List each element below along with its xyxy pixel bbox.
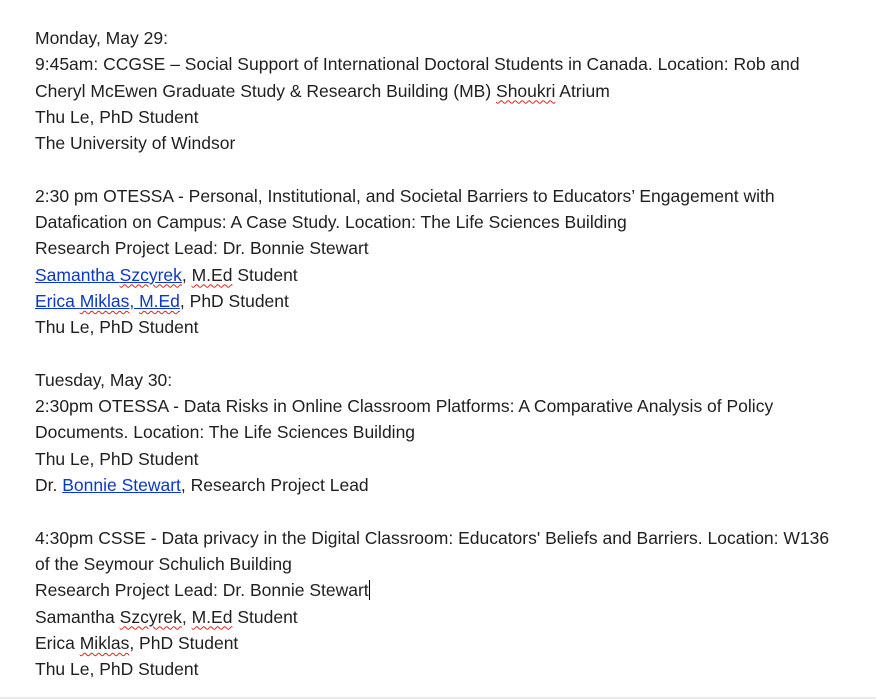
presenter-line: Thu Le, PhD Student: [35, 106, 199, 127]
lead-link-bonnie-stewart[interactable]: Bonnie Stewart: [62, 475, 181, 496]
presenter-line: [35, 262, 865, 288]
project-lead-line: Research Project Lead: Dr. Bonnie Stewart: [35, 238, 369, 259]
day-heading-tuesday: Tuesday, May 30:: [35, 369, 173, 390]
event-title-line: Documents. Location: The Life Sciences Building: [35, 422, 416, 443]
misspelled-word: M.Ed: [139, 290, 180, 311]
text-run: Dr.: [35, 475, 63, 496]
project-lead-line: [35, 472, 865, 498]
event-title-line: 4:30pm CSSE - Data privacy in the Digital Classroom: Educators' Beliefs and Barriers. Location: W136: [35, 527, 830, 548]
event-title-line: 9:45am: CCGSE – Social Support of International Doctoral Students in Canada. Location: Rob and: [35, 54, 800, 75]
text-run: ,: [181, 264, 192, 285]
text-run: Atrium: [555, 80, 610, 101]
misspelled-word: Szcyrek: [119, 264, 182, 285]
presenter-line: Thu Le, PhD Student: [35, 448, 199, 469]
text-run: , PhD Student: [129, 632, 239, 653]
presenter-link-samantha[interactable]: [35, 265, 182, 285]
text-cursor: [369, 580, 370, 600]
text-run: Research Project Lead: Dr. Bonnie Stewart: [35, 580, 369, 601]
empty-paragraph: [35, 341, 865, 367]
text-run: Erica: [35, 632, 80, 653]
empty-paragraph: [35, 156, 865, 182]
text-run: Cheryl McEwen Graduate Study & Research Building (MB): [35, 80, 497, 101]
presenter-line: [35, 288, 865, 314]
link-text: Samantha: [35, 264, 120, 285]
project-lead-line: [35, 577, 865, 603]
text-run: Samantha: [35, 606, 120, 627]
event-title-line: of the Seymour Schulich Building: [35, 553, 292, 574]
event-title-line: 2:30pm OTESSA - Data Risks in Online Classroom Platforms: A Comparative Analysis of Policy: [35, 396, 774, 417]
presenter-line: [35, 604, 865, 630]
misspelled-word[interactable]: M.Ed: [191, 606, 233, 627]
presenter-link-erica[interactable]: [35, 291, 180, 311]
event-title-line: 2:30 pm OTESSA - Personal, Institutional, and Societal Barriers to Educators’ Engagement with: [35, 185, 775, 206]
text-run: ,: [181, 606, 192, 627]
link-text: ,: [129, 290, 140, 311]
misspelled-word[interactable]: Miklas: [79, 632, 130, 653]
presenter-line: [35, 630, 865, 656]
text-run: Student: [232, 606, 298, 627]
misspelled-word[interactable]: Szcyrek: [119, 606, 182, 627]
event-title-line: [35, 78, 865, 104]
misspelled-word[interactable]: M.Ed: [191, 264, 233, 285]
link-text: Erica: [35, 290, 80, 311]
text-run: Student: [232, 264, 298, 285]
affiliation-line: The University of Windsor: [35, 133, 236, 154]
document-body[interactable]: [35, 25, 865, 682]
presenter-line: Thu Le, PhD Student: [35, 659, 199, 680]
presenter-line: Thu Le, PhD Student: [35, 317, 199, 338]
text-run: , PhD Student: [179, 290, 289, 311]
text-run: , Research Project Lead: [180, 475, 369, 496]
empty-paragraph: [35, 498, 865, 524]
misspelled-word[interactable]: Shoukri: [496, 80, 556, 101]
day-heading-monday: Monday, May 29:: [35, 28, 168, 48]
event-title-line: Datafication on Campus: A Case Study. Location: The Life Sciences Building: [35, 212, 627, 233]
misspelled-word: Miklas: [79, 290, 130, 311]
